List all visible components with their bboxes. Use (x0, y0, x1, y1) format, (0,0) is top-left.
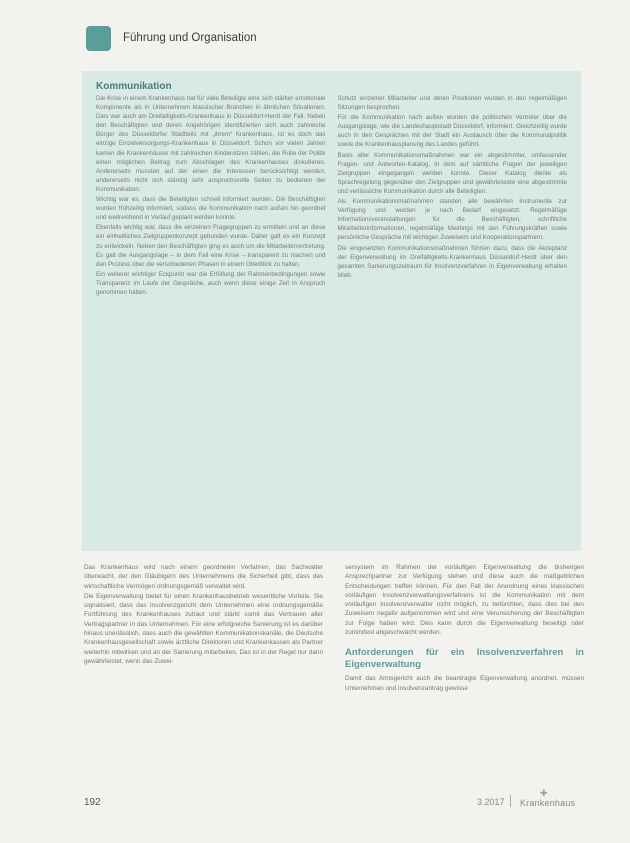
box-paragraph: Für die Kommunikation nach außen wurden die politischen Vertreter über die Ausgangslage, wie die Landeshauptstadt Düsseldorf, informiert. Gleichzeitig wurde auch in den Gesprächen mit der Stadt ein Austausch über die Kommunalpolitik sowie die Krankenhausplanung des Landes geführt. (337, 114, 567, 149)
magazine-logo (520, 788, 585, 812)
section-title: Führung und Organisation (123, 32, 257, 44)
box-paragraph: Wichtig war es, dass die Beteiligten schnell informiert wurden. Die Beschäftigten wurden frühzeitig informiert, sodass die Kommunikation nach außen hin geordnet und weitreichend in Verlauf geplant werden konnte. (96, 196, 326, 222)
box-paragraph: Ein weiterer wichtiger Eckpunkt war die Erfüllung der Rahmenbedingungen sowie Transparenz im Laufe der Gespräche, auch wenn diese einige Zeit in Anspruch genommen hatten. (96, 270, 326, 296)
article-column-left (84, 563, 323, 694)
sidebar-box-kommunikation (82, 71, 581, 551)
box-paragraph: Ebenfalls wichtig war, dass die einzelnen Fragegruppen zu ermitteln und an diese ein einheitliches Zielgruppenkonzept gebunden wurde. Daher galt es ein Konzept zu entwickeln. Neben den Beschäftigten ging es auch um die Mitarbeitervertretung. Es galt die Ausgangslage – in dem Fall eine Krise – transparent zu machen und den Prozess über die verschiedenen Phasen in einem Überblick zu halten. (96, 224, 326, 268)
cross-logo-icon: ✚ (540, 788, 548, 798)
box-paragraph: Basis aller Kommunikationsmaßnahmen war ein abgestimmter, umfassender Fragen- und Antworten-Katalog, in dem auf sämtliche Fragen der jeweiligen Zielgruppen eingegangen werden konnte. Dieser Katalog diente als Sprachregelung gegenüber den Zielgruppen und gewährleistete eine abgestimmte und verlässliche Kommunikation durch alle Beteiligten. (337, 151, 567, 195)
article-paragraph: Damit das Amtsgericht auch die beantragte Eigenverwaltung anordnet, müssen Unternehmen und Insolvenzantrag gewisse (345, 675, 584, 692)
box-paragraph: Schutz einzelner Mitarbeiter und deren Positionen wurden in den regelmäßigen Sitzungen besprochen. (337, 95, 567, 112)
article-column-right (345, 563, 584, 694)
article-paragraph: Die Eigenverwaltung bietet für einen Krankenhausbetrieb wesentliche Vorteile. Sie signalisiert, dass das Insolvenzgericht dem Unternehmen eine ordnungsgemäße Fortführung des Krankenhauses zutraut und stärkt somit das Vertrauen aller Vertragspartner in das Unternehmen. Für eine erfolgreiche Sanierung ist es darüber hinaus unerlässlich, dass auch die gewählten Kommunikationskanäle, die Deutsche Krankenhausgesellschaft sowie ärztliche Direktoren und Krankenkassen als Partner weiterhin mitwirken und an der Sanierung mitarbeiten. Das ist in der Regel nur dann gewährleistet, wenn das Zuwei- (84, 592, 323, 665)
section-color-marker (86, 26, 111, 51)
box-column-left (96, 94, 326, 298)
logo-text: Krankenhaus (520, 798, 576, 808)
page-number: 192 (84, 797, 101, 808)
article-paragraph: sersystem im Rahmen der vorläufigen Eigenverwaltung die bisherigen Ansprechpartner zur Verfügung stehen und diese auch die maßgeblichen Entscheidungen treffen können. Für den Fall der Anordnung eines klassischen vorläufigen Insolvenzverwaltungsverfahrens ist die Kommunikation mit dem vorläufigen Insolvenzverwalter nicht möglich, zu befürchten, dass dies bei den Zuweisern negativ aufgenommen wird und eine Verunsicherung der Beschäftigten zur Folge haben wird. Dies kann durch die Eigenverwaltung beseitigt oder zumindest abgeschwächt werden. (345, 564, 584, 637)
box-paragraph: Als Kommunikationsmaßnahmen standen alle bewährten Instrumente zur Verfügung und wurden je nach Bedarf eingesetzt. Regelmäßige Informationsveranstaltungen für die Beschäftigten, schriftliche Mitarbeiterinformationen, regelmäßige Meetings mit den Führungskräften sowie persönliche Gespräche mit wichtigen Zuweisern und Kooperationspartnern. (337, 198, 567, 242)
box-title: Kommunikation (96, 81, 172, 92)
issue-number: 3.2017 (477, 797, 505, 807)
page-header (86, 26, 257, 50)
article-paragraph: Das Krankenhaus wird nach einem geordneten Verfahren, das Sachwalter überwacht, der den Gläubigern des Unternehmens die Sicherheit gibt, dass das wirtschaftliche Vermögen ordnungsgemäß verwaltet wird. (84, 564, 323, 590)
box-paragraph: Die Krise in einem Krankenhaus hat für viele Beteiligte eine sich stärker emotionale Komponente als in Unternehmen klassischer Branchen in ähnlichen Situationen. Dies war auch am Dreifaltigkeits-Krankenhaus in Düsseldorf-Herdt der Fall. Neben den Beschäftigten und deren Angehörigen identifizierten sich auch zahlreiche Bürger des Düsseldorfer Stadtteils mit „ihrem“ Krankenhaus, ist es doch das einzige Einzelversorgungs-Krankenhaus in Düsseldorf. Schon vor vielen Jahren kamen die Krankenhäuser mit zahlreichen Kindersitzen zählen, die Rolle der Politik einen möglichen Beitrag zum Abschlagen des Krankenhauses diskutieren. Andererseits mussten auf der einen die Interessen berücksichtigt werden, andererseits nicht sich ständig sehr anspruchsvolle Seiten zu bedienen der Kommunikation. (96, 95, 326, 193)
article-body (84, 563, 584, 694)
footer-divider (510, 795, 511, 807)
article-subheading: Anforderungen für ein Insolvenzverfahren in Eigenverwaltung (345, 647, 584, 671)
box-paragraph: Die eingesetzten Kommunikationsmaßnahmen führten dazu, dass die Akzeptanz der Eigenverwaltung im Dreifaltigkeits-Krankenhaus Düsseldorf-Herdt über den gesamten Sanierungszeitraum für Insolvenzverfahren in Eigenverwaltung erhalten blieb. (337, 244, 567, 279)
box-column-right (338, 94, 568, 298)
